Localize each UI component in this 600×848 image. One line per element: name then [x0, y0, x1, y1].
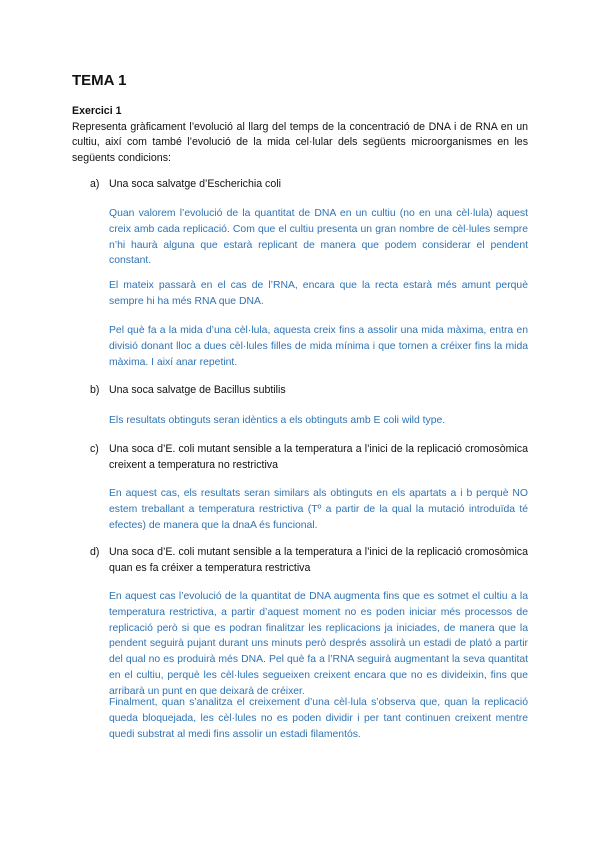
exercise-statement: Representa gràficament l’evolució al llarg del temps de la concentració de DNA i de RNA en un cultiu, així com també l’evolució de la mida cel·lular dels següents microorganismes en les següents condicions:: [72, 120, 528, 164]
item-letter: c): [90, 443, 99, 455]
answer-paragraph: Els resultats obtinguts seran idèntics a els obtinguts amb E coli wild type.: [109, 415, 446, 426]
item-text: Una soca salvatge d’Escherichia coli: [109, 178, 281, 190]
answer-paragraph: En aquest cas l’evolució de la quantitat de DNA augmenta fins que es sotmet el cultiu a la temperatura restrictiva, a partir d’aquest moment no es poden iniciar més processos de replicació però si que es podran finalitzar les replicacions ja iniciades, de manera que la pendent seguirà pujant durant uns minuts però després assolirà un estadi de plató a partir del qual no es produirà més DNA. Pel què fa a l’RNA seguirà augmentant la seva quantitat en el cultiu, perquè les cèl·lules segueixen creixent encara que no es divideixin, fins que arribarà un punt en que deixarà de créixer.: [109, 591, 528, 697]
exercise-title: Exercici 1: [72, 105, 122, 117]
page-title: TEMA 1: [72, 72, 127, 89]
item-d-heading: [90, 545, 528, 576]
item-text: Una soca d’E. coli mutant sensible a la temperatura a l’inici de la replicació cromosòmica creixent a temperatura no restrictiva: [109, 443, 528, 471]
answer-paragraph: En aquest cas, els resultats seran similars als obtinguts en els apartats a i b perquè NO estem treballant a temperatura restrictiva (Tº a partir de la qual la mutació introduïda té efectes) de manera que la dnaA és funcional.: [109, 488, 528, 531]
item-a-heading: [90, 177, 528, 193]
exercise-header: [72, 104, 528, 166]
item-b-heading: [90, 383, 528, 399]
item-letter: a): [90, 178, 100, 190]
item-text: Una soca d’E. coli mutant sensible a la temperatura a l’inici de la replicació cromosòmica quan es fa créixer a temperatura restrictiva: [109, 546, 528, 574]
item-letter: b): [90, 384, 100, 396]
answer-paragraph: Quan valorem l’evolució de la quantitat de DNA en un cultiu (no en una cèl·lula) aquest creix amb cada replicació. Com que el cultiu presenta un gran nombre de cèl·lules sempre n’hi haurà alguna que estarà replicant de manera que podem considerar el pendent constant.: [109, 208, 528, 267]
item-letter: d): [90, 546, 100, 558]
answer-paragraph: El mateix passarà en el cas de l’RNA, encara que la recta estarà més amunt perquè sempre hi ha més RNA que DNA.: [109, 280, 528, 307]
item-c-heading: [90, 442, 528, 473]
item-text: Una soca salvatge de Bacillus subtilis: [109, 384, 286, 396]
answer-paragraph: Pel què fa a la mida d’una cèl·lula, aquesta creix fins a assolir una mida màxima, entra en divisió donant lloc a dues cèl·lules filles de mida mínima i que tornen a créixer fins la mida màxima. I així anar repetint.: [109, 325, 528, 368]
answer-paragraph: Finalment, quan s’analitza el creixement d’una cèl·lula s’observa que, quan la replicació queda bloquejada, les cèl·lules no es poden dividir i per tant continuen creixent mentre quedi substrat al medi fins assolir un estadi filamentós.: [109, 697, 528, 740]
